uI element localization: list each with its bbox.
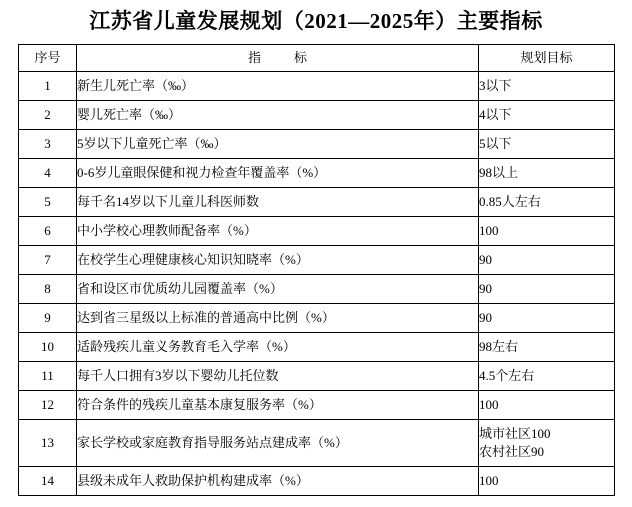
row-number: 14 [19,467,77,496]
row-number: 2 [19,101,77,130]
target-value-line: 城市社区100 [479,426,551,441]
indicator-name: 达到省三星级以上标准的普通高中比例（%） [77,304,479,333]
indicator-name: 每千人口拥有3岁以下婴幼儿托位数 [77,362,479,391]
row-number: 10 [19,333,77,362]
target-value: 5以下 [479,130,615,159]
table-row [19,275,615,304]
document-page [0,8,632,507]
target-value: 98以上 [479,159,615,188]
table-row [19,391,615,420]
row-number: 9 [19,304,77,333]
target-value: 100 [479,467,615,496]
row-number: 6 [19,217,77,246]
target-value: 90 [479,304,615,333]
row-number: 4 [19,159,77,188]
target-value: 0.85人左右 [479,188,615,217]
table-row [19,420,615,467]
page-title: 江苏省儿童发展规划（2021—2025年）主要指标 [89,9,543,33]
indicator-name: 县级未成年人救助保护机构建成率（%） [77,467,479,496]
table-header [19,45,615,72]
row-number: 11 [19,362,77,391]
table-header-row [19,45,615,72]
column-header-target: 规划目标 [479,45,615,72]
table-row [19,362,615,391]
target-value: 90 [479,275,615,304]
row-number: 13 [19,420,77,467]
table-row [19,246,615,275]
table-row [19,159,615,188]
target-value: 4.5个左右 [479,362,615,391]
indicator-name: 每千名14岁以下儿童儿科医师数 [77,188,479,217]
row-number: 5 [19,188,77,217]
row-number: 3 [19,130,77,159]
table-row [19,304,615,333]
table-body [19,72,615,496]
target-value: 100 [479,391,615,420]
target-value: 90 [479,246,615,275]
indicator-name: 符合条件的残疾儿童基本康复服务率（%） [77,391,479,420]
table-row [19,72,615,101]
row-number: 12 [19,391,77,420]
target-value: 100 [479,217,615,246]
table-row [19,130,615,159]
indicator-name: 5岁以下儿童死亡率（‰） [77,130,479,159]
indicator-name: 中小学校心理教师配备率（%） [77,217,479,246]
indicator-name: 在校学生心理健康核心知识知晓率（%） [77,246,479,275]
indicator-name: 适龄残疾儿童义务教育毛入学率（%） [77,333,479,362]
indicator-name: 省和设区市优质幼儿园覆盖率（%） [77,275,479,304]
column-header-indicator: 指 标 [77,45,479,72]
indicator-name: 家长学校或家庭教育指导服务站点建成率（%） [77,420,479,467]
table-row [19,467,615,496]
table-row [19,217,615,246]
indicator-name: 新生儿死亡率（‰） [77,72,479,101]
table-row [19,188,615,217]
column-header-no: 序号 [19,45,77,72]
table-row [19,333,615,362]
row-number: 7 [19,246,77,275]
indicator-name: 婴儿死亡率（‰） [77,101,479,130]
indicator-name: 0-6岁儿童眼保健和视力检查年覆盖率（%） [77,159,479,188]
target-value: 4以下 [479,101,615,130]
target-value: 98左右 [479,333,615,362]
indicator-table [18,44,615,496]
target-value-line: 农村社区90 [479,444,545,459]
row-number: 1 [19,72,77,101]
target-value [479,420,615,467]
target-value: 3以下 [479,72,615,101]
row-number: 8 [19,275,77,304]
table-row [19,101,615,130]
